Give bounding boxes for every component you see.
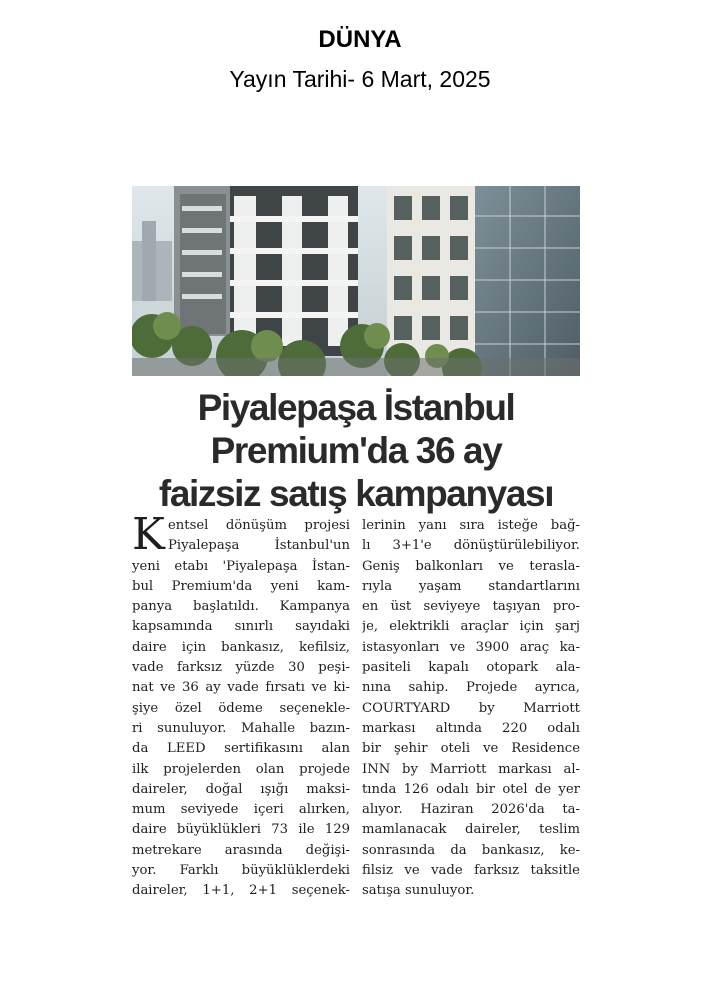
body-line: lerinin yanı sıra isteğe bağ- bbox=[362, 518, 580, 533]
body-line: ilk projelerden olan projede bbox=[132, 761, 350, 777]
body-line: kapsamında sınırlı sayıdaki bbox=[132, 619, 350, 635]
body-line: pasiteli kapalı otopark ala- bbox=[362, 660, 580, 676]
publication-name: DÜNYA bbox=[318, 26, 402, 53]
body-line: istasyonları ve 3900 araç ka- bbox=[362, 639, 580, 655]
body-line: rıyla yaşam standartlarını bbox=[362, 578, 580, 594]
headline bbox=[132, 386, 580, 515]
body-line: daireler, doğal ışığı maksi- bbox=[132, 781, 350, 797]
body-line: Geniş balkonları ve terasla- bbox=[362, 558, 580, 574]
body-line: en üst seviyeye taşıyan pro- bbox=[362, 599, 580, 615]
body-line: daire için bankasız, kefilsiz, bbox=[132, 639, 350, 655]
body-line: daire büyüklükleri 73 ile 129 bbox=[132, 822, 350, 838]
body-line: bir şehir oteli ve Residence bbox=[362, 741, 580, 757]
body-line: satışa sunuluyor. bbox=[362, 883, 475, 899]
dropcap-block bbox=[132, 509, 350, 560]
body-line: INN by Marriott markası al- bbox=[362, 761, 580, 777]
body-line: markası altında 220 odalı bbox=[362, 720, 580, 736]
body-line: vade farksız yüzde 30 peşi- bbox=[132, 660, 350, 676]
body-line: Piyalepaşa İstanbul'un bbox=[168, 538, 350, 554]
body-line: yeni etabı 'Piyalepaşa İstan- bbox=[132, 558, 350, 574]
body-line: tında 126 odalı bir otel de yer bbox=[362, 781, 580, 797]
headline-line: faizsiz satış kampanyası bbox=[158, 473, 554, 514]
headline-line: Piyalepaşa İstanbul bbox=[197, 387, 515, 428]
publication-date: Yayın Tarihi- 6 Mart, 2025 bbox=[229, 66, 491, 92]
body-line: COURTYARD by Marriott bbox=[362, 700, 580, 716]
body-line: lı 3+1'e dönüştürülebiliyor. bbox=[362, 538, 580, 554]
body-line: alıyor. Haziran 2026'da ta- bbox=[362, 802, 580, 818]
building-photo bbox=[132, 186, 580, 376]
body-line: je, elektrikli araçlar için şarj bbox=[362, 619, 580, 635]
body-line: metrekare arasında değişi- bbox=[132, 842, 350, 858]
body-line: da LEED sertifikasını alan bbox=[132, 741, 350, 757]
body-line: bul Premium'da yeni kam- bbox=[132, 578, 350, 594]
body-line: mamlanacak daireler, teslim bbox=[362, 822, 580, 838]
article-column-right bbox=[362, 516, 580, 902]
body-line: ri sunuluyor. Mahalle bazın- bbox=[132, 720, 350, 736]
body-line: şiye özel ödeme seçenekle- bbox=[132, 700, 350, 716]
headline-line: Premium'da 36 ay bbox=[210, 430, 502, 471]
body-line: filsiz ve vade farksız taksitle bbox=[362, 863, 580, 879]
body-line: panya başlatıldı. Kampanya bbox=[132, 599, 350, 615]
body-line: sonrasında da bankasız, ke- bbox=[362, 842, 580, 858]
body-line: mum seviyede içeri alırken, bbox=[132, 802, 350, 818]
article-column-left bbox=[132, 509, 350, 902]
news-clipping bbox=[132, 186, 580, 926]
body-line: daireler, 1+1, 2+1 seçenek- bbox=[132, 883, 350, 899]
dropcap: K bbox=[132, 509, 165, 560]
body-line: nat ve 36 ay vade fırsatı ve ki- bbox=[132, 680, 350, 696]
body-line: entsel dönüşüm projesi bbox=[168, 518, 350, 533]
body-line: nına sahip. Projede ayrıca, bbox=[362, 680, 580, 696]
body-line: yor. Farklı büyüklüklerdeki bbox=[132, 863, 350, 879]
